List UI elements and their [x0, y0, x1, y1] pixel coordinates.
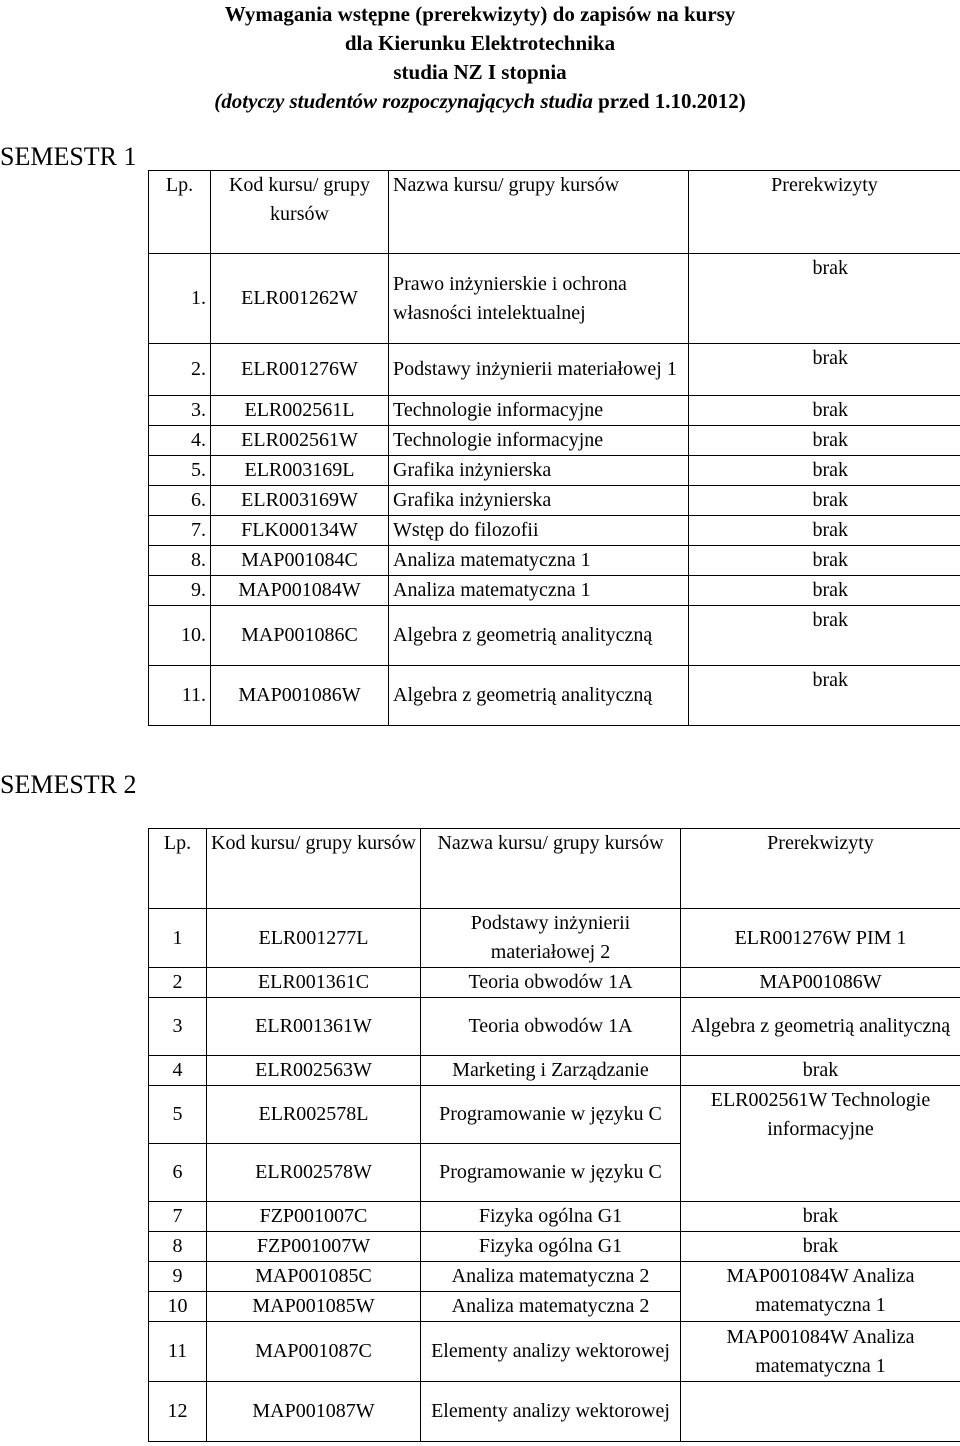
table-row: [149, 396, 960, 426]
cell-code: MAP001085C: [207, 1262, 421, 1292]
cell-code: MAP001084C: [211, 546, 389, 576]
semester-1-rows: [149, 254, 960, 726]
cell-name: Elementy analizy wektorowej: [421, 1322, 681, 1382]
cell-code: ELR002578W: [207, 1144, 421, 1202]
cell-name: Technologie informacyjne: [389, 396, 689, 426]
cell-lp: 11: [149, 1322, 207, 1382]
cell-lp: 7.: [149, 516, 211, 546]
cell-code: ELR001277L: [207, 909, 421, 968]
header-prereq: Prerekwizyty: [689, 171, 960, 254]
semester-2-heading: SEMESTR 2: [0, 770, 137, 799]
table-row: [149, 516, 960, 546]
cell-name: Analiza matematyczna 2: [421, 1262, 681, 1292]
cell-code: ELR001361W: [207, 998, 421, 1056]
title-line-4-rest: przed 1.10.2012): [592, 89, 746, 113]
header-name: Nazwa kursu/ grupy kursów: [421, 829, 681, 909]
table-row: [149, 426, 960, 456]
cell-name: Technologie informacyjne: [389, 426, 689, 456]
header-prereq: Prerekwizyty: [681, 829, 960, 909]
table-row: [149, 254, 960, 344]
cell-name: Grafika inżynierska: [389, 486, 689, 516]
title-line-2: dla Kierunku Elektrotechnika: [344, 31, 616, 55]
cell-prereq: brak: [689, 486, 960, 516]
cell-prereq: brak: [689, 426, 960, 456]
cell-prereq: Algebra z geometrią analityczną: [681, 998, 960, 1056]
title-line-4: [0, 87, 960, 116]
table-row: [149, 1382, 960, 1442]
cell-prereq: MAP001084W Analiza matematyczna 1: [681, 1322, 960, 1382]
table-row: [149, 486, 960, 516]
cell-name: Podstawy inżynierii materiałowej 2: [421, 909, 681, 968]
cell-lp: 12: [149, 1382, 207, 1442]
cell-code: FLK000134W: [211, 516, 389, 546]
cell-name: Programowanie w języku C: [421, 1144, 681, 1202]
cell-code: ELR002561W: [211, 426, 389, 456]
cell-prereq: MAP001084W Analiza matematyczna 1: [681, 1262, 960, 1322]
table-row: [149, 1202, 960, 1232]
table-row: [149, 1262, 960, 1292]
cell-name: Prawo inżynierskie i ochrona własności intelektualnej: [389, 254, 689, 344]
cell-code: MAP001086C: [211, 606, 389, 666]
cell-code: ELR003169L: [211, 456, 389, 486]
cell-code: MAP001085W: [207, 1292, 421, 1322]
cell-prereq: brak: [689, 456, 960, 486]
cell-name: Teoria obwodów 1A: [421, 998, 681, 1056]
cell-prereq: brak: [689, 254, 960, 344]
cell-prereq: brak: [689, 576, 960, 606]
cell-lp: 2.: [149, 344, 211, 396]
cell-name: Teoria obwodów 1A: [421, 968, 681, 998]
cell-lp: 8.: [149, 546, 211, 576]
cell-prereq: brak: [689, 516, 960, 546]
cell-lp: 9: [149, 1262, 207, 1292]
cell-lp: 10.: [149, 606, 211, 666]
cell-name: Wstęp do filozofii: [389, 516, 689, 546]
cell-lp: 4: [149, 1056, 207, 1086]
cell-name: Analiza matematyczna 2: [421, 1292, 681, 1322]
cell-prereq: brak: [689, 344, 960, 396]
header-lp: Lp.: [149, 171, 211, 254]
cell-lp: 6: [149, 1144, 207, 1202]
cell-code: MAP001086W: [211, 666, 389, 726]
cell-lp: 2: [149, 968, 207, 998]
table-row: [149, 666, 960, 726]
table-header-row: [149, 171, 960, 254]
cell-name: Algebra z geometrią analityczną: [389, 666, 689, 726]
cell-prereq: brak: [681, 1202, 960, 1232]
cell-code: ELR002578L: [207, 1086, 421, 1144]
semester-1-heading: SEMESTR 1: [0, 142, 137, 171]
cell-name: Marketing i Zarządzanie: [421, 1056, 681, 1086]
cell-code: MAP001084W: [211, 576, 389, 606]
cell-prereq: brak: [689, 396, 960, 426]
semester-2-rows: [149, 909, 960, 1442]
cell-code: FZP001007W: [207, 1232, 421, 1262]
table-row: [149, 456, 960, 486]
cell-code: ELR002563W: [207, 1056, 421, 1086]
cell-code: MAP001087C: [207, 1322, 421, 1382]
cell-prereq: brak: [681, 1232, 960, 1262]
cell-code: ELR001361C: [207, 968, 421, 998]
cell-name: Programowanie w języku C: [421, 1086, 681, 1144]
header-code: Kod kursu/ grupy kursów: [207, 829, 421, 909]
cell-prereq: ELR002561W Technologie informacyjne: [681, 1086, 960, 1202]
table-row: [149, 606, 960, 666]
cell-prereq: ELR001276W PIM 1: [681, 909, 960, 968]
semester-1-table: [148, 170, 960, 726]
cell-name: Podstawy inżynierii materiałowej 1: [389, 344, 689, 396]
document-title: [0, 0, 960, 116]
table-row: [149, 1086, 960, 1144]
table-row: [149, 1232, 960, 1262]
header-name: Nazwa kursu/ grupy kursów: [389, 171, 689, 254]
cell-lp: 6.: [149, 486, 211, 516]
cell-name: Analiza matematyczna 1: [389, 576, 689, 606]
header-lp: Lp.: [149, 829, 207, 909]
table-row: [149, 968, 960, 998]
table-row: [149, 909, 960, 968]
table-header-row: [149, 829, 960, 909]
cell-code: ELR003169W: [211, 486, 389, 516]
cell-prereq: [681, 1382, 960, 1442]
cell-lp: 5.: [149, 456, 211, 486]
cell-name: Fizyka ogólna G1: [421, 1202, 681, 1232]
table-row: [149, 344, 960, 396]
cell-code: ELR001262W: [211, 254, 389, 344]
cell-prereq: brak: [681, 1056, 960, 1086]
cell-lp: 3: [149, 998, 207, 1056]
title-line-1: Wymagania wstępne (prerekwizyty) do zapisów na kursy: [224, 2, 736, 26]
cell-prereq: brak: [689, 606, 960, 666]
cell-name: Elementy analizy wektorowej: [421, 1382, 681, 1442]
cell-code: ELR001276W: [211, 344, 389, 396]
cell-lp: 5: [149, 1086, 207, 1144]
cell-name: Grafika inżynierska: [389, 456, 689, 486]
cell-lp: 4.: [149, 426, 211, 456]
cell-name: Algebra z geometrią analityczną: [389, 606, 689, 666]
cell-lp: 3.: [149, 396, 211, 426]
cell-lp: 10: [149, 1292, 207, 1322]
cell-prereq: brak: [689, 546, 960, 576]
table-row: [149, 546, 960, 576]
cell-name: Fizyka ogólna G1: [421, 1232, 681, 1262]
cell-lp: 9.: [149, 576, 211, 606]
cell-code: MAP001087W: [207, 1382, 421, 1442]
cell-lp: 8: [149, 1232, 207, 1262]
cell-lp: 11.: [149, 666, 211, 726]
semester-2-table: [148, 828, 960, 1442]
cell-lp: 1: [149, 909, 207, 968]
table-row: [149, 1056, 960, 1086]
cell-lp: 1.: [149, 254, 211, 344]
cell-prereq: brak: [689, 666, 960, 726]
table-row: [149, 576, 960, 606]
cell-prereq: MAP001086W: [681, 968, 960, 998]
cell-code: FZP001007C: [207, 1202, 421, 1232]
header-code: Kod kursu/ grupy kursów: [211, 171, 389, 254]
title-line-3: studia NZ I stopnia: [393, 60, 567, 84]
table-row: [149, 1322, 960, 1382]
cell-code: ELR002561L: [211, 396, 389, 426]
cell-lp: 7: [149, 1202, 207, 1232]
title-line-4-italic: (dotyczy studentów rozpoczynających studia: [214, 89, 593, 113]
cell-name: Analiza matematyczna 1: [389, 546, 689, 576]
table-row: [149, 998, 960, 1056]
